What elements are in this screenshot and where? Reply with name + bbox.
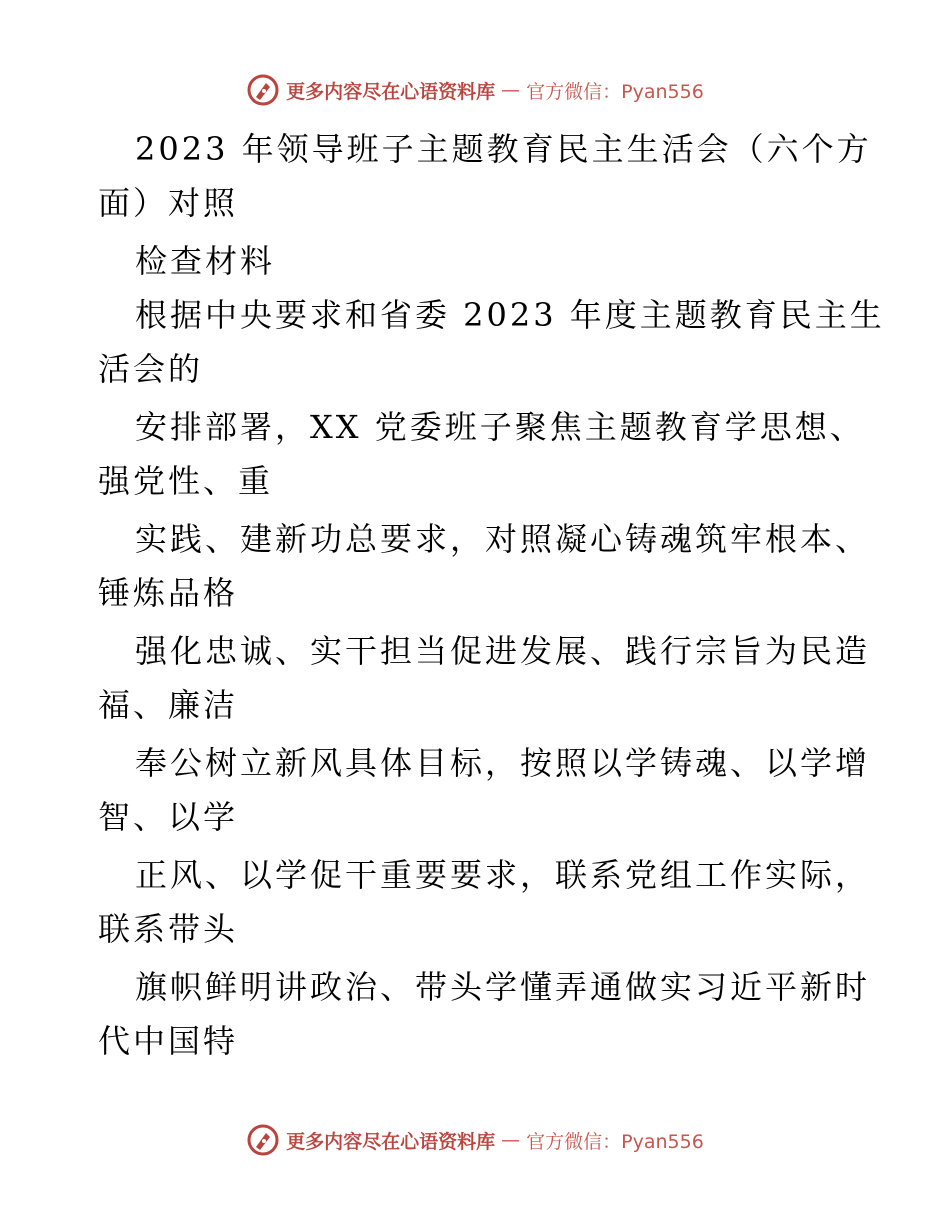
header-watermark — [0, 70, 950, 110]
text-line: 活会的 — [98, 350, 204, 388]
text-line: 代中国特 — [98, 1022, 239, 1060]
text-line: 安排部署，XX 党委班子聚焦主题教育学思想、 — [135, 408, 865, 446]
watermark-official: 官方微信：Pyan556 — [526, 1130, 704, 1153]
text-line: 面）对照 — [98, 184, 239, 222]
document-body — [98, 122, 885, 1068]
watermark-separator: — — [501, 1129, 521, 1151]
text-line: 旗帜鲜明讲政治、带头学懂弄通做实习近平新时 — [135, 968, 871, 1006]
text-line: 根据中央要求和省委 2023 年度主题教育民主生 — [135, 296, 885, 334]
text-line: 实践、建新功总要求，对照凝心铸魂筑牢根本、 — [135, 520, 871, 558]
text-line: 福、廉洁 — [98, 686, 239, 724]
watermark-brand: 更多内容尽在心语资料库 — [286, 80, 496, 103]
text-line: 2023 年领导班子主题教育民主生活会（六个方 — [135, 130, 872, 168]
text-line: 联系带头 — [98, 910, 239, 948]
text-line: 奉公树立新风具体目标，按照以学铸魂、以学增 — [135, 744, 871, 782]
text-line: 智、以学 — [98, 798, 239, 836]
watermark-brand: 更多内容尽在心语资料库 — [286, 1130, 496, 1153]
pen-nib-circle-icon — [246, 73, 280, 107]
text-line: 强党性、重 — [98, 462, 274, 500]
text-line: 锤炼品格 — [98, 574, 239, 612]
pen-nib-circle-icon — [246, 1123, 280, 1157]
text-line: 检查材料 — [135, 242, 276, 280]
footer-watermark — [0, 1120, 950, 1160]
text-line: 正风、以学促干重要要求，联系党组工作实际， — [135, 856, 871, 894]
watermark-separator: — — [501, 79, 521, 101]
text-line: 强化忠诚、实干担当促进发展、践行宗旨为民造 — [135, 632, 871, 670]
watermark-official: 官方微信：Pyan556 — [526, 80, 704, 103]
